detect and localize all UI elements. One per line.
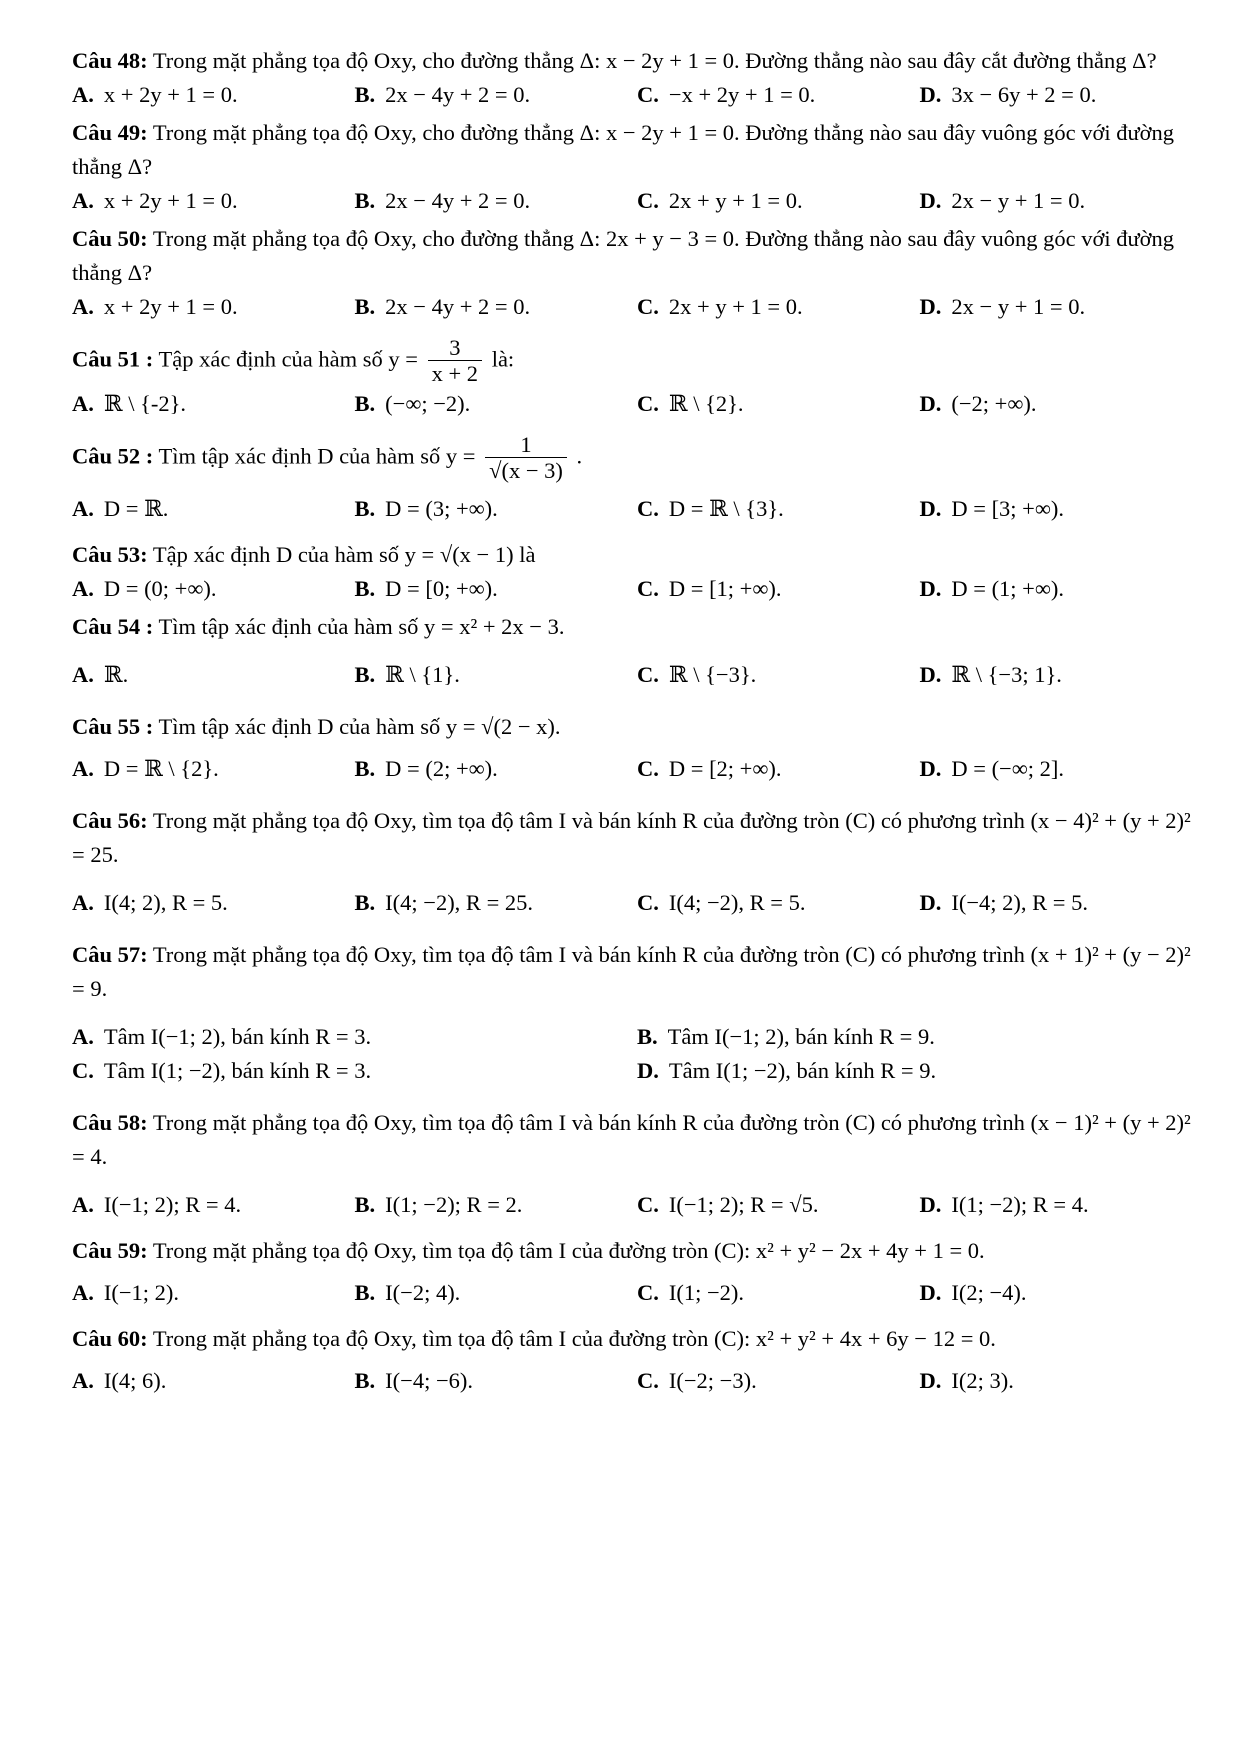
question-text: Trong mặt phẳng tọa độ Oxy, tìm tọa độ tâm I của đường tròn (C): x² + y² − 2x + 4y + 1 = 0. bbox=[152, 1238, 985, 1263]
option-d: D. 2x − y + 1 = 0. bbox=[919, 294, 1086, 319]
options-54 bbox=[72, 658, 1202, 692]
option-c: C. −x + 2y + 1 = 0. bbox=[637, 82, 816, 107]
options-55 bbox=[72, 752, 1202, 786]
question-58 bbox=[72, 1106, 1202, 1174]
question-text: Tập xác định D của hàm số y = √(x − 1) là bbox=[152, 542, 536, 567]
option-c: C. Tâm I(1; −2), bán kính R = 3. bbox=[72, 1058, 372, 1083]
question-number: Câu 59: bbox=[72, 1238, 148, 1263]
option-d: D. I(2; 3). bbox=[919, 1368, 1014, 1393]
option-b: B. ℝ \ {1}. bbox=[354, 662, 460, 687]
option-a: A. x + 2y + 1 = 0. bbox=[72, 82, 238, 107]
option-d: D. D = (1; +∞). bbox=[919, 576, 1065, 601]
option-c: C. ℝ \ {2}. bbox=[637, 391, 744, 416]
option-d: D. I(2; −4). bbox=[919, 1280, 1027, 1305]
options-52 bbox=[72, 492, 1202, 526]
options-50 bbox=[72, 290, 1202, 324]
option-c: C. D = ℝ \ {3}. bbox=[637, 496, 784, 521]
question-text: Trong mặt phẳng tọa độ Oxy, cho đường thẳng Δ: x − 2y + 1 = 0. Đường thẳng nào sau đây cắt đường thẳng Δ? bbox=[152, 48, 1157, 73]
fraction: $\frac{3}{x + 2}$ bbox=[428, 336, 482, 387]
question-text: Trong mặt phẳng tọa độ Oxy, cho đường thẳng Δ: x − 2y + 1 = 0. Đường thẳng nào sau đây vuông góc với đường thẳng Δ? bbox=[72, 120, 1175, 179]
options-48 bbox=[72, 78, 1202, 112]
options-57 bbox=[72, 1020, 1202, 1088]
option-a: A. D = ℝ. bbox=[72, 496, 169, 521]
question-number: Câu 51 : bbox=[72, 346, 154, 372]
options-49 bbox=[72, 184, 1202, 218]
option-c: C. I(1; −2). bbox=[637, 1280, 745, 1305]
question-number: Câu 49: bbox=[72, 120, 148, 145]
question-text: Trong mặt phẳng tọa độ Oxy, tìm tọa độ tâm I và bán kính R của đường tròn (C) có phương trình (x + 1)² + (y − 2)² = 9. bbox=[72, 942, 1191, 1001]
question-text: Tìm tập xác định của hàm số y = x² + 2x − 3. bbox=[158, 614, 565, 639]
option-b: B. I(−2; 4). bbox=[354, 1280, 461, 1305]
option-b: B. D = (2; +∞). bbox=[354, 756, 498, 781]
option-a: A. D = ℝ \ {2}. bbox=[72, 756, 219, 781]
question-57 bbox=[72, 938, 1202, 1006]
option-a: A. ℝ \ {-2}. bbox=[72, 391, 187, 416]
option-a: A. x + 2y + 1 = 0. bbox=[72, 188, 238, 213]
question-number: Câu 53: bbox=[72, 542, 148, 567]
question-number: Câu 60: bbox=[72, 1326, 148, 1351]
question-number: Câu 57: bbox=[72, 942, 148, 967]
option-b: B. Tâm I(−1; 2), bán kính R = 9. bbox=[637, 1024, 935, 1049]
option-d: D. 3x − 6y + 2 = 0. bbox=[919, 82, 1097, 107]
option-b: B. 2x − 4y + 2 = 0. bbox=[354, 188, 531, 213]
question-number: Câu 58: bbox=[72, 1110, 148, 1135]
question-59 bbox=[72, 1234, 1202, 1268]
question-number: Câu 50: bbox=[72, 226, 148, 251]
option-a: A. I(4; 2), R = 5. bbox=[72, 890, 228, 915]
question-number: Câu 56: bbox=[72, 808, 148, 833]
options-60 bbox=[72, 1364, 1202, 1398]
option-d: D. 2x − y + 1 = 0. bbox=[919, 188, 1086, 213]
option-d: D. (−2; +∞). bbox=[919, 391, 1037, 416]
option-a: A. Tâm I(−1; 2), bán kính R = 3. bbox=[72, 1024, 372, 1049]
question-60 bbox=[72, 1322, 1202, 1356]
question-text: Trong mặt phẳng tọa độ Oxy, tìm tọa độ tâm I và bán kính R của đường tròn (C) có phương trình (x − 4)² + (y + 2)² = 25. bbox=[72, 808, 1191, 867]
options-51 bbox=[72, 387, 1202, 421]
question-number: Câu 48: bbox=[72, 48, 148, 73]
fraction: $\frac{1}{√(x - 3)}$ bbox=[485, 433, 567, 484]
question-text: Trong mặt phẳng tọa độ Oxy, tìm tọa độ tâm I và bán kính R của đường tròn (C) có phương trình (x − 1)² + (y + 2)² = 4. bbox=[72, 1110, 1191, 1169]
options-53 bbox=[72, 572, 1202, 606]
question-54 bbox=[72, 610, 1202, 644]
document-page bbox=[72, 44, 1202, 1402]
question-50 bbox=[72, 222, 1202, 290]
option-d: D. I(−4; 2), R = 5. bbox=[919, 890, 1088, 915]
question-48 bbox=[72, 44, 1202, 78]
option-a: A. I(−1; 2); R = 4. bbox=[72, 1192, 242, 1217]
question-49 bbox=[72, 116, 1202, 184]
question-52: Câu 52 : Tìm tập xác định D của hàm số y = $\frac{1}{√(x - 3)}$ . bbox=[72, 432, 583, 483]
question-number: Câu 54 : bbox=[72, 614, 154, 639]
options-56 bbox=[72, 886, 1202, 920]
option-a: A. I(4; 6). bbox=[72, 1368, 167, 1393]
question-text: Tìm tập xác định D của hàm số bbox=[158, 443, 441, 469]
question-56 bbox=[72, 804, 1202, 872]
option-a: A. D = (0; +∞). bbox=[72, 576, 217, 601]
question-number: Câu 52 : bbox=[72, 443, 154, 469]
question-51: Câu 51 : Tập xác định của hàm số y = $\frac{3}{x + 2}$ là: bbox=[72, 335, 515, 386]
option-c: C. I(−1; 2); R = √5. bbox=[637, 1192, 819, 1217]
option-b: B. I(1; −2); R = 2. bbox=[354, 1192, 523, 1217]
option-d: D. D = [3; +∞). bbox=[919, 496, 1065, 521]
option-c: C. 2x + y + 1 = 0. bbox=[637, 294, 803, 319]
option-b: B. (−∞; −2). bbox=[354, 391, 471, 416]
options-59 bbox=[72, 1276, 1202, 1310]
option-d: D. I(1; −2); R = 4. bbox=[919, 1192, 1089, 1217]
options-58 bbox=[72, 1188, 1202, 1222]
option-d: D. D = (−∞; 2]. bbox=[919, 756, 1065, 781]
option-b: B. D = [0; +∞). bbox=[354, 576, 498, 601]
option-c: C. I(4; −2), R = 5. bbox=[637, 890, 806, 915]
option-c: C. I(−2; −3). bbox=[637, 1368, 757, 1393]
option-c: C. D = [2; +∞). bbox=[637, 756, 782, 781]
option-b: B. D = (3; +∞). bbox=[354, 496, 498, 521]
option-b: B. I(4; −2), R = 25. bbox=[354, 890, 534, 915]
option-d: D. ℝ \ {−3; 1}. bbox=[919, 662, 1062, 687]
question-text: Tìm tập xác định D của hàm số y = √(2 − x). bbox=[158, 714, 561, 739]
option-b: B. 2x − 4y + 2 = 0. bbox=[354, 82, 531, 107]
question-55 bbox=[72, 710, 1202, 744]
option-a: A. I(−1; 2). bbox=[72, 1280, 180, 1305]
option-b: B. I(−4; −6). bbox=[354, 1368, 473, 1393]
option-a: A. ℝ. bbox=[72, 662, 129, 687]
question-text: Tập xác định của hàm số bbox=[158, 346, 383, 372]
question-number: Câu 55 : bbox=[72, 714, 154, 739]
option-c: C. 2x + y + 1 = 0. bbox=[637, 188, 803, 213]
option-b: B. 2x − 4y + 2 = 0. bbox=[354, 294, 531, 319]
question-text: Trong mặt phẳng tọa độ Oxy, cho đường thẳng Δ: 2x + y − 3 = 0. Đường thẳng nào sau đây vuông góc với đường thẳng Δ? bbox=[72, 226, 1175, 285]
question-text: Trong mặt phẳng tọa độ Oxy, tìm tọa độ tâm I của đường tròn (C): x² + y² + 4x + 6y − 12 = 0. bbox=[152, 1326, 996, 1351]
option-c: C. D = [1; +∞). bbox=[637, 576, 782, 601]
option-d: D. Tâm I(1; −2), bán kính R = 9. bbox=[637, 1058, 937, 1083]
question-53 bbox=[72, 538, 1202, 572]
option-a: A. x + 2y + 1 = 0. bbox=[72, 294, 238, 319]
option-c: C. ℝ \ {−3}. bbox=[637, 662, 757, 687]
